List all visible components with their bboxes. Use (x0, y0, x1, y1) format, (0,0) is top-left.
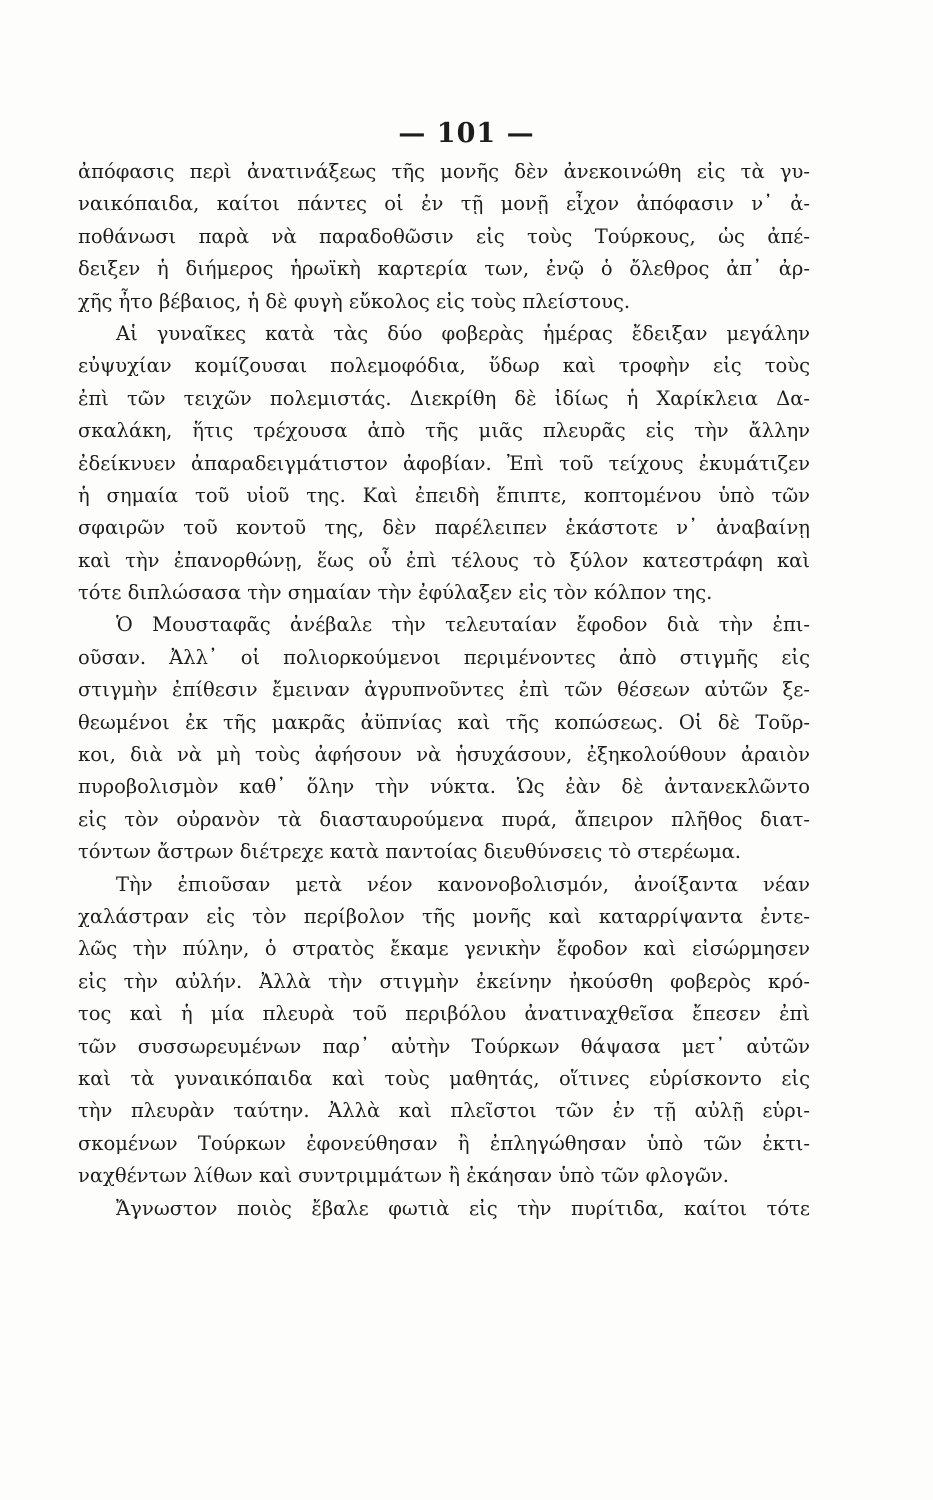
text-line: καὶ τὰ γυναικόπαιδα καὶ τοὺς μαθητάς, οἵτινες εὑρίσκοντο εἰς (78, 1066, 810, 1090)
text-line: ἡ σημαία τοῦ υἱοῦ της. Καὶ ἐπειδὴ ἔπιπτε, κοπτομένου ὑπὸ τῶν (78, 483, 810, 507)
text-line: Ὁ Μουσταφᾶς ἀνέβαλε τὴν τελευταίαν ἔφοδον διὰ τὴν ἐπι- (116, 613, 810, 637)
text-line: σκομένων Τούρκων ἐφονεύθησαν ἢ ἐπληγώθησαν ὑπὸ τῶν ἐκτι- (78, 1131, 810, 1155)
text-line: τος καὶ ἡ μία πλευρὰ τοῦ περιβόλου ἀνατιναχθεῖσα ἔπεσεν ἐπὶ (78, 1002, 810, 1026)
text-line: Τὴν ἐπιοῦσαν μετὰ νέον κανονοβολισμόν, ἀνοίξαντα νέαν (116, 872, 810, 896)
text-line: θεωμένοι ἐκ τῆς μακρᾶς ἀϋπνίας καὶ τῆς κοπώσεως. Οἱ δὲ Τοῦρ- (78, 710, 810, 734)
text-line: πυροβολισμὸν καθ᾽ ὅλην τὴν νύκτα. Ὡς ἐὰν δὲ ἀντανεκλῶντο (78, 775, 810, 799)
text-line: δειξεν ἡ διήμερος ἡρωϊκὴ καρτερία των, ἐνῷ ὁ ὄλεθρος ἀπ᾽ ἀρ- (78, 257, 810, 281)
text-line: καὶ τὴν ἐπανορθώνῃ, ἕως οὗ ἐπὶ τέλους τὸ ξύλον κατεστράφη καὶ (78, 548, 810, 572)
text-line: οῦσαν. Ἀλλ᾽ οἱ πολιορκούμενοι περιμένοντες ἀπὸ στιγμῆς εἰς (78, 645, 810, 669)
text-line: ἀπόφασις περὶ ἀνατινάξεως τῆς μονῆς δὲν ἀνεκοινώθη εἰς τὰ γυ- (78, 160, 810, 183)
text-line: εἰς τὴν αὐλήν. Ἀλλὰ τὴν στιγμὴν ἐκείνην ἠκούσθη φοβερὸς κρό- (78, 969, 810, 993)
text-line: ἐπὶ τῶν τειχῶν πολεμιστάς. Διεκρίθη δὲ ἰδίως ἡ Χαρίκλεια Δα- (78, 386, 810, 410)
text-line: εἰς τὸν οὐρανὸν τὰ διασταυρούμενα πυρά, ἄπειρον πλῆθος διατ- (78, 807, 810, 831)
text-line: σκαλάκη, ἥτις τρέχουσα ἀπὸ τῆς μιᾶς πλευρᾶς εἰς τὴν ἄλλην (78, 419, 810, 443)
text-line: ἐδείκνυεν ἀπαραδειγμάτιστον ἀφοβίαν. Ἐπὶ τοῦ τείχους ἐκυμάτιζεν (78, 451, 810, 475)
page-number: — 101 — (398, 118, 535, 149)
text-line: ποθάνωσι παρὰ νὰ παραδοθῶσιν εἰς τοὺς Τούρκους, ὡς ἀπέ- (78, 224, 810, 248)
text-line: εὐψυχίαν κομίζουσαι πολεμοφόδια, ὕδωρ καὶ τροφὴν εἰς τοὺς (78, 354, 810, 378)
text-line: λῶς τὴν πύλην, ὁ στρατὸς ἔκαμε γενικὴν ἔφοδον καὶ εἰσώρμησεν (78, 937, 810, 961)
text-line: τὴν πλευρὰν ταύτην. Ἀλλὰ καὶ πλεῖστοι τῶν ἐν τῇ αὐλῇ εὑρι- (78, 1099, 810, 1123)
text-line: Αἱ γυναῖκες κατὰ τὰς δύο φοβερὰς ἡμέρας ἔδειξαν μεγάλην (116, 321, 810, 345)
text-line: στιγμὴν ἐπίθεσιν ἔμειναν ἀγρυπνοῦντες ἐπὶ τῶν θέσεων αὐτῶν ξε- (78, 678, 810, 702)
text-line: τόντων ἄστρων διέτρεχε κατὰ παντοίας διευθύνσεις τὸ στερέωμα. (78, 840, 741, 864)
text-line: ναχθέντων λίθων καὶ συντριμμάτων ἢ ἐκάησαν ὑπὸ τῶν φλογῶν. (78, 1164, 729, 1188)
text-line: χῆς ἦτο βέβαιος, ἡ δὲ φυγὴ εὔκολος εἰς τοὺς πλείστους. (78, 289, 631, 313)
text-line: Ἄγνωστον ποιὸς ἔβαλε φωτιὰ εἰς τὴν πυρίτιδα, καίτοι τότε (116, 1196, 810, 1220)
body-text (78, 156, 810, 1225)
text-line: τῶν συσσωρευμένων παρ᾽ αὐτὴν Τούρκων θάψασα μετ᾽ αὐτῶν (78, 1034, 810, 1058)
text-line: κοι, διὰ νὰ μὴ τοὺς ἀφήσουν νὰ ἡσυχάσουν, ἐξηκολούθουν ἀραιὸν (78, 743, 810, 767)
text-line: ναικόπαιδα, καίτοι πάντες οἱ ἐν τῇ μονῇ εἶχον ἀπόφασιν ν᾽ ἀ- (78, 192, 810, 216)
text-line: χαλάστραν εἰς τὸν περίβολον τῆς μονῆς καὶ καταρρίψαντα ἐντε- (78, 904, 810, 928)
text-line: σφαιρῶν τοῦ κοντοῦ της, δὲν παρέλειπεν ἑκάστοτε ν᾽ ἀναβαίνῃ (78, 516, 810, 540)
text-line: τότε διπλώσασα τὴν σημαίαν τὴν ἐφύλαξεν εἰς τὸν κόλπον της. (78, 581, 713, 605)
